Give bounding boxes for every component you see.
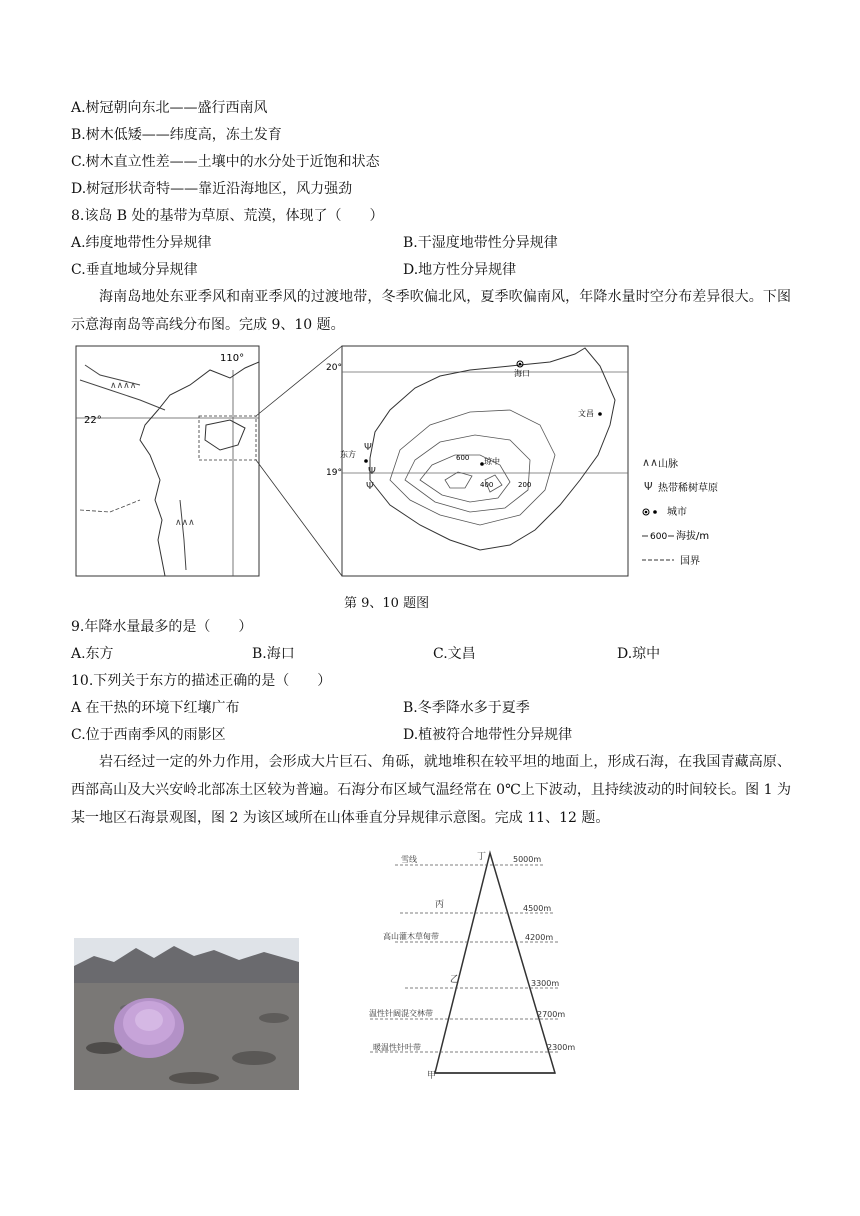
q9-option-d: D.琼中: [617, 646, 661, 662]
city-dongfang-label: 东方: [340, 450, 356, 459]
q8-stem: 8.该岛 B 处的基带为草原、荒漠，体现了（ ）: [71, 208, 384, 224]
q8-option-a: A.纬度地带性分异规律: [71, 235, 212, 251]
map-caption: 第 9、10 题图: [344, 596, 430, 611]
q7-option-a: A.树冠朝向东北——盛行西南风: [71, 100, 268, 116]
legend-savanna-label: 热带稀树草原: [658, 483, 718, 494]
contour-200-label: 200: [518, 481, 532, 489]
q7-option-c: C.树木直立性差——土壤中的水分处于近饱和状态: [71, 154, 380, 170]
elevation-4200: 4200m: [525, 933, 554, 942]
svg-text:∧∧∧: ∧∧∧: [175, 518, 195, 528]
intro-11-12: 岩石经过一定的外力作用，会形成大片巨石、角砾，就地堆积在较平坦的地面上，形成石海，在我国青藏高原、西部高山及大兴安岭北部冻土区较为普遍。石海分布区域气温经常在 0℃上下波动，且持续波动的时间较长。图 1 为某一地区石海景观图，图 2 为该区域所在山体垂直分异规律示意图。完成 11、12 题。: [71, 754, 791, 826]
q8-option-c: C.垂直地域分异规律: [71, 262, 198, 278]
q9-option-b: B.海口: [252, 646, 295, 662]
hainan-map-figure: [70, 340, 718, 585]
mountain-zonation-diagram: [365, 845, 585, 1085]
alpine-shrub-meadow-label: 高山灌木草甸带: [383, 932, 439, 941]
lon-110-label: 110°: [220, 353, 245, 364]
mixed-forest-label: 温性针阔混交林带: [369, 1009, 433, 1018]
legend-600-label: 600: [650, 532, 668, 542]
svg-text:Ψ: Ψ: [368, 466, 376, 477]
q10-option-b: B.冬季降水多于夏季: [403, 700, 530, 716]
svg-text:Ψ: Ψ: [644, 480, 653, 493]
lat-20-label: 20°: [326, 363, 342, 373]
elevation-4500: 4500m: [523, 904, 552, 913]
snowline-label: 雪线: [401, 855, 417, 864]
legend-border-label: 国界: [680, 556, 700, 567]
legend-city-label: 城市: [667, 507, 687, 518]
q8-option-d: D.地方性分异规律: [403, 262, 517, 278]
svg-text:Ψ: Ψ: [364, 442, 372, 453]
conifer-belt-label: 暖温性针叶带: [373, 1043, 421, 1052]
city-qiongzhong-label: 琼中: [484, 457, 500, 466]
belt-bing-label: 丙: [435, 900, 445, 910]
lat-22-label: 22°: [84, 415, 102, 426]
elevation-2300: 2300m: [547, 1043, 576, 1052]
q10-option-a: A 在干热的环境下红壤广布: [71, 700, 240, 716]
lat-19-label: 19°: [326, 468, 342, 478]
q7-option-b: B.树木低矮——纬度高，冻土发育: [71, 127, 282, 143]
city-haikou-label: 海口: [514, 369, 530, 378]
q10-option-d: D.植被符合地带性分异规律: [403, 727, 573, 743]
stone-sea-photo: [74, 938, 299, 1090]
svg-text:Ψ: Ψ: [366, 481, 374, 492]
q9-stem: 9.年降水量最多的是（ ）: [71, 619, 253, 635]
contour-600-label: 600: [456, 454, 470, 462]
elevation-5000: 5000m: [513, 855, 542, 864]
belt-ding-label: 丁: [477, 852, 487, 862]
q9-option-c: C.文昌: [433, 646, 476, 662]
q8-option-b: B.干湿度地带性分异规律: [403, 235, 558, 251]
contour-400-label: 400: [480, 481, 494, 489]
city-wenchang-label: 文昌: [578, 409, 594, 418]
legend-mountain-label: 山脉: [658, 459, 678, 470]
belt-yi-label: 乙: [450, 975, 460, 985]
svg-text:∧∧: ∧∧: [642, 456, 659, 469]
elevation-2700: 2700m: [537, 1010, 566, 1019]
belt-jia-label: 甲: [427, 1071, 437, 1081]
q7-option-d: D.树冠形状奇特——靠近沿海地区，风力强劲: [71, 181, 353, 197]
q10-stem: 10.下列关于东方的描述正确的是（ ）: [71, 673, 332, 689]
elevation-3300: 3300m: [531, 979, 560, 988]
svg-text:∧∧∧∧: ∧∧∧∧: [110, 381, 137, 391]
q10-option-c: C.位于西南季风的雨影区: [71, 727, 226, 743]
q9-option-a: A.东方: [71, 646, 114, 662]
intro-9-10: 海南岛地处东亚季风和南亚季风的过渡地带，冬季吹偏北风，夏季吹偏南风，年降水量时空分布差异很大。下图示意海南岛等高线分布图。完成 9、10 题。: [71, 289, 791, 333]
legend-elevation-label: 海拔/m: [676, 531, 710, 542]
